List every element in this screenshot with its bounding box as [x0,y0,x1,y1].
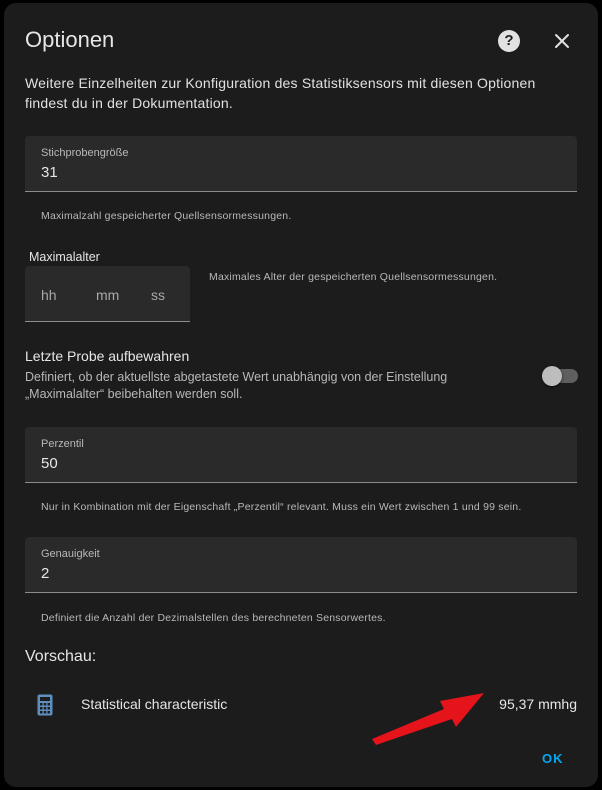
percentile-field[interactable] [25,427,577,483]
preview-heading: Vorschau: [25,648,97,665]
ok-button[interactable]: OK [542,751,564,766]
seconds-input[interactable]: ss [151,287,165,303]
help-icon[interactable]: ? [498,30,520,52]
close-icon[interactable] [550,29,574,53]
precision-field[interactable] [25,537,577,593]
preview-entity-name: Statistical characteristic [81,696,228,712]
minutes-input[interactable]: mm [96,287,120,303]
max-age-helper: Maximales Alter der gespeicherten Quellsensormessungen. [209,271,498,283]
dialog-title: Optionen [25,27,115,52]
sampling-size-field[interactable] [25,136,577,192]
max-age-label: Maximalalter [29,250,100,264]
percentile-value[interactable]: 50 [41,455,58,472]
sampling-size-helper: Maximalzahl gespeicherter Quellsensormessungen. [41,210,292,222]
dialog-description: Weitere Einzelheiten zur Konfiguration des Statistiksensors mit diesen Optionen findest du in der Dokumentation. [25,75,536,111]
preview-entity-value: 95,37 mmhg [499,696,577,712]
calculator-icon [37,694,53,716]
toggle-thumb [542,366,562,386]
sampling-size-label: Stichprobengröße [41,147,129,159]
keep-last-sample-description: Definiert, ob der aktuellste abgetastete Wert unabhängig von der Einstellung „Maximalalter“ beibehalten werden soll. [25,370,448,401]
annotation-arrow-icon [366,687,496,747]
percentile-helper: Nur in Kombination mit der Eigenschaft „Perzentil“ relevant. Muss ein Wert zwischen 1 und 99 sein. [41,501,522,513]
hours-input[interactable]: hh [41,287,57,303]
precision-value[interactable]: 2 [41,565,50,582]
keep-last-sample-title: Letzte Probe aufbewahren [25,348,190,364]
precision-helper: Definiert die Anzahl der Dezimalstellen des berechneten Sensorwertes. [41,612,386,624]
percentile-label: Perzentil [41,438,84,450]
options-dialog [4,3,598,787]
keep-last-sample-toggle[interactable] [544,369,578,383]
max-age-duration-input[interactable] [25,266,190,322]
sampling-size-value[interactable]: 31 [41,164,58,181]
precision-label: Genauigkeit [41,548,100,560]
